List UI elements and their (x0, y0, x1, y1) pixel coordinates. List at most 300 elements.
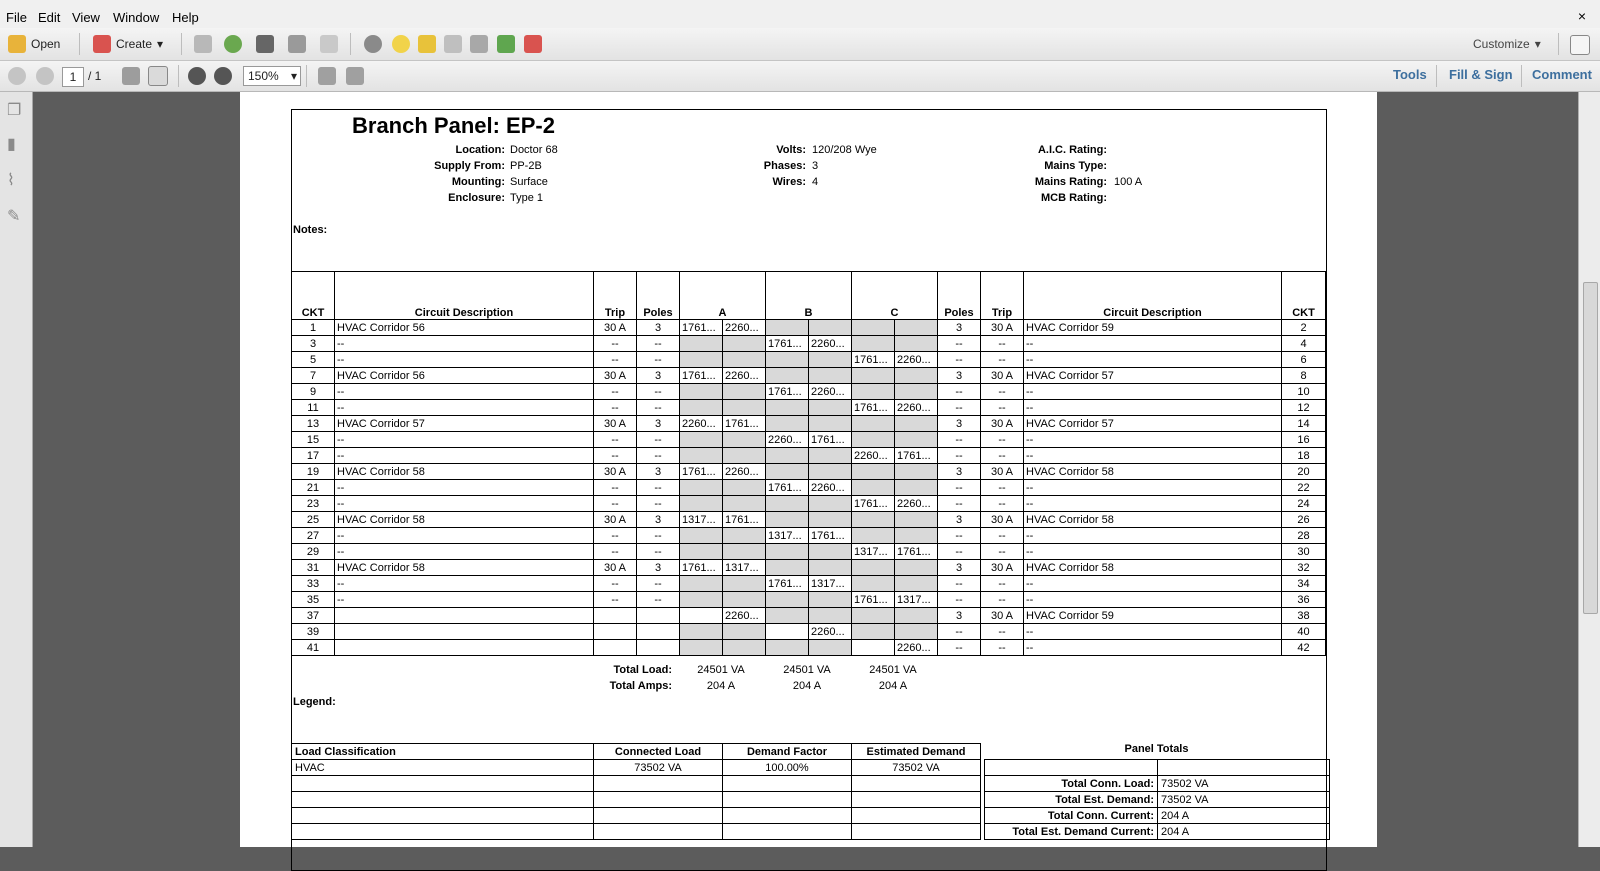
poles-cell: 3 (637, 416, 680, 432)
phase-b-load-cell: 1317... (766, 528, 809, 544)
export-icon[interactable] (497, 35, 515, 53)
customize-button[interactable] (1473, 37, 1541, 51)
trip-cell (594, 624, 637, 640)
expand-icon[interactable] (1570, 35, 1590, 55)
phase-c-load-cell (852, 528, 895, 544)
poles-cell: 3 (938, 416, 981, 432)
print-icon[interactable] (256, 35, 274, 53)
divider (1436, 65, 1437, 87)
phase-c-load-cell (895, 416, 938, 432)
phase-b-load-cell (809, 592, 852, 608)
description-cell: -- (335, 336, 594, 352)
ckt-cell: 26 (1282, 512, 1326, 528)
phase-b-load-cell (809, 352, 852, 368)
trip-cell: -- (981, 480, 1024, 496)
phase-b-load-cell (809, 416, 852, 432)
estimated-demand-header: Estimated Demand (852, 744, 981, 760)
phase-a-load-cell (680, 496, 723, 512)
trip-cell: -- (981, 640, 1024, 656)
phase-a-load-cell: 1761... (680, 320, 723, 336)
edit-icon[interactable] (288, 35, 306, 53)
divider (350, 33, 351, 55)
phase-c-header: C (852, 272, 938, 320)
trip-cell: -- (594, 544, 637, 560)
phase-a-load-cell: 2260... (723, 320, 766, 336)
phase-c-load-cell (852, 464, 895, 480)
phase-b-load-cell (766, 448, 809, 464)
total-est-demand-label: Total Est. Demand: (985, 792, 1158, 808)
divider (79, 33, 80, 55)
pages-icon[interactable]: ❐ (7, 102, 22, 119)
ckt-cell: 18 (1282, 448, 1326, 464)
panel-totals-table (984, 759, 1330, 840)
phase-b-load-cell (809, 496, 852, 512)
highlight-icon[interactable] (418, 35, 436, 53)
table-row (292, 320, 1326, 336)
trip-cell: -- (981, 400, 1024, 416)
enclosure-label: Enclosure: (448, 192, 505, 204)
email-icon[interactable] (320, 35, 338, 53)
location-label: Location: (455, 144, 505, 156)
trip-cell (594, 608, 637, 624)
poles-cell: -- (637, 480, 680, 496)
comment-icon[interactable] (392, 35, 410, 53)
description-cell: HVAC Corridor 58 (335, 560, 594, 576)
trip-cell: 30 A (594, 368, 637, 384)
mounting-label: Mounting: (451, 176, 505, 188)
menu-view[interactable]: View (72, 10, 100, 25)
table-row (292, 824, 981, 840)
divider (1521, 65, 1522, 87)
trip-cell: -- (594, 448, 637, 464)
phase-b-load-cell (766, 368, 809, 384)
hand-tool-icon[interactable] (148, 66, 168, 86)
divider (1558, 33, 1559, 55)
poles-cell: -- (938, 400, 981, 416)
description-cell: -- (335, 432, 594, 448)
table-row (292, 432, 1326, 448)
trip-cell: -- (594, 432, 637, 448)
chevron-down-icon: ▾ (157, 37, 164, 51)
wires-label: Wires: (772, 176, 806, 188)
compare-icon[interactable] (470, 35, 488, 53)
description-cell: -- (1024, 576, 1282, 592)
poles-cell: 3 (637, 512, 680, 528)
phase-b-load-cell (766, 544, 809, 560)
estimated-demand-cell: 73502 VA (852, 760, 981, 776)
zoom-value: 150% (248, 69, 279, 83)
description-cell: -- (335, 592, 594, 608)
select-tool-icon[interactable] (122, 67, 140, 85)
fit-page-icon[interactable] (318, 67, 336, 85)
poles-cell: -- (938, 448, 981, 464)
phase-a-load-cell (723, 336, 766, 352)
gear-icon[interactable] (364, 35, 382, 53)
phase-a-load-cell (680, 608, 723, 624)
fit-width-icon[interactable] (346, 67, 364, 85)
zoom-select[interactable] (243, 66, 301, 86)
phase-c-load-cell: 1317... (852, 544, 895, 560)
phase-c-load-cell (852, 384, 895, 400)
phase-a-load-cell: 1761... (680, 368, 723, 384)
phase-a-load-cell (680, 352, 723, 368)
phase-a-load-cell (680, 400, 723, 416)
phase-c-load-cell: 1761... (895, 448, 938, 464)
table-row (292, 760, 981, 776)
ckt-cell: 5 (292, 352, 335, 368)
phase-c-load-cell: 1317... (895, 592, 938, 608)
table-row (292, 480, 1326, 496)
phase-a-load-cell (723, 640, 766, 656)
wires-value: 4 (812, 176, 819, 188)
description-cell: HVAC Corridor 57 (335, 416, 594, 432)
trip-cell: -- (981, 336, 1024, 352)
tools-link[interactable]: Tools (1393, 67, 1427, 82)
phase-b-load-cell: 2260... (766, 432, 809, 448)
phase-c-load-cell: 1761... (852, 592, 895, 608)
phase-a-load-cell: 2260... (723, 368, 766, 384)
table-row (985, 776, 1330, 792)
description-cell: -- (1024, 624, 1282, 640)
total-amps-c: 204 A (878, 680, 908, 692)
ckt-cell: 31 (292, 560, 335, 576)
phase-c-load-cell (895, 320, 938, 336)
poles-cell: 3 (637, 320, 680, 336)
zoom-out-icon[interactable] (188, 67, 206, 85)
phase-b-load-cell: 2260... (809, 336, 852, 352)
total-load-b: 24501 VA (783, 664, 831, 676)
phase-b-load-cell (809, 448, 852, 464)
volts-label: Volts: (776, 144, 806, 156)
next-page-icon[interactable] (36, 67, 54, 85)
phase-a-load-cell (680, 384, 723, 400)
supply-label: Supply From: (434, 160, 505, 172)
phase-a-load-cell (723, 432, 766, 448)
circuit-table (291, 271, 1326, 656)
poles-header: Poles (938, 272, 981, 320)
total-est-demand-value: 73502 VA (1158, 792, 1330, 808)
description-cell: HVAC Corridor 56 (335, 320, 594, 336)
phase-a-load-cell (723, 592, 766, 608)
poles-cell: -- (637, 544, 680, 560)
trip-cell: -- (981, 432, 1024, 448)
description-cell: HVAC Corridor 57 (1024, 368, 1282, 384)
phase-b-load-cell (809, 560, 852, 576)
poles-cell: 3 (938, 320, 981, 336)
divider (306, 65, 307, 87)
signature-icon[interactable]: ✎ (7, 208, 21, 225)
ckt-cell: 37 (292, 608, 335, 624)
trip-cell: -- (981, 384, 1024, 400)
ckt-cell: 21 (292, 480, 335, 496)
phase-b-load-cell (809, 512, 852, 528)
ckt-cell: 22 (1282, 480, 1326, 496)
phases-value: 3 (812, 160, 819, 172)
ckt-header: CKT (1282, 272, 1326, 320)
table-row (985, 792, 1330, 808)
phase-b-load-cell (766, 512, 809, 528)
poles-cell: -- (938, 544, 981, 560)
phase-a-load-cell: 1317... (723, 560, 766, 576)
phase-c-load-cell (895, 368, 938, 384)
divider (178, 65, 179, 87)
phase-b-load-cell (766, 608, 809, 624)
create-button[interactable] (93, 35, 163, 53)
description-cell: -- (1024, 336, 1282, 352)
trip-cell: 30 A (594, 464, 637, 480)
phase-c-load-cell (895, 560, 938, 576)
ckt-cell: 11 (292, 400, 335, 416)
poles-cell (637, 624, 680, 640)
ckt-cell: 2 (1282, 320, 1326, 336)
phase-b-load-cell (809, 608, 852, 624)
phase-a-load-cell: 1761... (680, 464, 723, 480)
total-conn-load-label: Total Conn. Load: (985, 776, 1158, 792)
phase-b-load-cell: 1761... (766, 576, 809, 592)
phase-a-header: A (680, 272, 766, 320)
table-row (985, 824, 1330, 840)
phase-a-load-cell (680, 432, 723, 448)
table-row (292, 368, 1326, 384)
phase-c-load-cell: 1761... (852, 352, 895, 368)
demand-factor-cell: 100.00% (723, 760, 852, 776)
description-cell (335, 624, 594, 640)
phase-c-load-cell: 1761... (852, 496, 895, 512)
ckt-cell: 1 (292, 320, 335, 336)
poles-cell: -- (637, 400, 680, 416)
poles-cell: -- (637, 352, 680, 368)
folder-icon (8, 35, 26, 53)
phase-b-load-cell (809, 368, 852, 384)
scrollbar-thumb[interactable] (1583, 282, 1598, 614)
ckt-cell: 12 (1282, 400, 1326, 416)
description-cell: -- (1024, 400, 1282, 416)
poles-cell (637, 640, 680, 656)
trip-cell: -- (594, 480, 637, 496)
description-cell: HVAC Corridor 58 (335, 464, 594, 480)
previous-page-icon[interactable] (8, 67, 26, 85)
main-toolbar (0, 28, 1600, 61)
description-cell: HVAC Corridor 58 (1024, 464, 1282, 480)
description-cell: -- (335, 448, 594, 464)
poles-cell: -- (637, 576, 680, 592)
table-row (985, 808, 1330, 824)
ckt-cell: 15 (292, 432, 335, 448)
ckt-cell: 25 (292, 512, 335, 528)
trip-cell: -- (594, 400, 637, 416)
phase-a-load-cell (680, 624, 723, 640)
page-number-input[interactable]: 1 (62, 67, 84, 87)
poles-cell: 3 (637, 368, 680, 384)
phase-b-load-cell: 1761... (766, 336, 809, 352)
poles-cell: -- (938, 384, 981, 400)
load-class-cell: HVAC (292, 760, 594, 776)
phase-b-load-cell (766, 416, 809, 432)
phase-b-load-cell (766, 560, 809, 576)
phase-a-load-cell (680, 592, 723, 608)
mains-rating-value: 100 A (1114, 176, 1143, 188)
poles-cell: -- (938, 480, 981, 496)
ckt-cell: 30 (1282, 544, 1326, 560)
phase-b-load-cell (766, 592, 809, 608)
phase-a-load-cell (723, 496, 766, 512)
trip-cell: -- (981, 352, 1024, 368)
total-load-c: 24501 VA (869, 664, 917, 676)
total-est-demand-current-value: 204 A (1158, 824, 1330, 840)
sign-icon[interactable] (524, 35, 542, 53)
description-cell: -- (1024, 592, 1282, 608)
divider (181, 33, 182, 55)
comment-link[interactable]: Comment (1532, 67, 1592, 82)
bookmark-icon[interactable]: ▮ (7, 136, 16, 153)
trip-cell: 30 A (981, 560, 1024, 576)
phase-c-load-cell (852, 480, 895, 496)
description-cell: -- (1024, 544, 1282, 560)
description-cell: -- (1024, 528, 1282, 544)
phase-b-load-cell (809, 320, 852, 336)
phase-b-load-cell: 1317... (809, 576, 852, 592)
table-row (292, 336, 1326, 352)
description-cell: HVAC Corridor 57 (1024, 416, 1282, 432)
phase-c-load-cell (895, 576, 938, 592)
upload-cloud-icon[interactable] (224, 35, 242, 53)
phase-c-load-cell (895, 528, 938, 544)
phase-b-load-cell: 1761... (809, 432, 852, 448)
menu-window[interactable]: Window (113, 10, 160, 25)
close-document-button[interactable]: × (1577, 8, 1586, 24)
phase-b-header: B (766, 272, 852, 320)
phase-c-load-cell: 2260... (895, 496, 938, 512)
table-header-row (292, 272, 1326, 320)
open-button[interactable] (8, 35, 60, 53)
trip-cell: -- (594, 496, 637, 512)
table-row (985, 760, 1330, 776)
phase-a-load-cell (680, 544, 723, 560)
poles-cell: 3 (938, 512, 981, 528)
description-cell: HVAC Corridor 56 (335, 368, 594, 384)
attachment-icon[interactable]: ⌇ (7, 172, 15, 189)
description-cell: -- (335, 352, 594, 368)
ckt-cell: 10 (1282, 384, 1326, 400)
table-row (292, 576, 1326, 592)
phase-b-load-cell (766, 624, 809, 640)
ckt-cell: 24 (1282, 496, 1326, 512)
phase-a-load-cell: 2260... (723, 464, 766, 480)
phase-a-load-cell (680, 640, 723, 656)
phase-b-load-cell: 2260... (809, 624, 852, 640)
poles-cell: -- (938, 352, 981, 368)
table-row (292, 792, 981, 808)
phase-a-load-cell: 1317... (680, 512, 723, 528)
description-cell: HVAC Corridor 58 (1024, 560, 1282, 576)
ckt-cell: 9 (292, 384, 335, 400)
phases-label: Phases: (763, 160, 806, 172)
trip-cell: 30 A (981, 608, 1024, 624)
phase-c-load-cell: 2260... (895, 352, 938, 368)
zoom-in-icon[interactable] (214, 67, 232, 85)
panel-title: Branch Panel: EP-2 (352, 113, 555, 138)
phase-c-load-cell (895, 336, 938, 352)
save-icon[interactable] (194, 35, 212, 53)
table-row (292, 640, 1326, 656)
total-load-a: 24501 VA (697, 664, 745, 676)
phase-c-load-cell (852, 320, 895, 336)
menu-help[interactable]: Help (172, 10, 199, 25)
fill-sign-link[interactable]: Fill & Sign (1449, 67, 1513, 82)
phase-b-load-cell (766, 464, 809, 480)
ckt-cell: 16 (1282, 432, 1326, 448)
legend-label: Legend: (293, 696, 336, 708)
ckt-cell: 35 (292, 592, 335, 608)
table-row (292, 544, 1326, 560)
location-value: Doctor 68 (510, 144, 558, 156)
aic-label: A.I.C. Rating: (1037, 144, 1107, 156)
trip-cell: 30 A (594, 560, 637, 576)
trip-cell: -- (981, 496, 1024, 512)
trip-cell: -- (981, 624, 1024, 640)
phase-c-load-cell (852, 416, 895, 432)
table-row (292, 416, 1326, 432)
table-row (292, 592, 1326, 608)
menu-file[interactable]: File (6, 10, 27, 25)
phase-b-load-cell (766, 496, 809, 512)
description-cell: -- (335, 384, 594, 400)
mains-rating-label: Mains Rating: (1034, 176, 1107, 188)
phase-c-load-cell (852, 336, 895, 352)
description-cell: HVAC Corridor 58 (335, 512, 594, 528)
trip-cell: -- (981, 592, 1024, 608)
navigation-toolbar (0, 61, 1600, 92)
phase-c-load-cell (852, 512, 895, 528)
chevron-down-icon: ▾ (290, 69, 297, 83)
phase-a-load-cell (680, 480, 723, 496)
stamp-icon[interactable] (444, 35, 462, 53)
mains-type-label: Mains Type: (1044, 160, 1107, 172)
poles-cell: -- (637, 384, 680, 400)
phase-b-load-cell: 2260... (809, 384, 852, 400)
ckt-cell: 14 (1282, 416, 1326, 432)
description-cell: -- (1024, 496, 1282, 512)
vertical-scrollbar[interactable] (1578, 92, 1600, 847)
connected-load-cell: 73502 VA (594, 760, 723, 776)
poles-cell: 3 (938, 464, 981, 480)
menu-edit[interactable]: Edit (38, 10, 61, 25)
trip-cell: 30 A (594, 320, 637, 336)
phase-b-load-cell (809, 400, 852, 416)
trip-cell: -- (594, 336, 637, 352)
phase-c-load-cell (895, 432, 938, 448)
table-header-row (292, 744, 981, 760)
phase-a-load-cell (680, 336, 723, 352)
poles-cell: -- (938, 336, 981, 352)
ckt-cell: 6 (1282, 352, 1326, 368)
phase-c-load-cell: 2260... (895, 400, 938, 416)
table-row (292, 776, 981, 792)
phase-a-load-cell (680, 528, 723, 544)
phase-c-load-cell (895, 480, 938, 496)
total-est-demand-current-label: Total Est. Demand Current: (985, 824, 1158, 840)
mounting-value: Surface (510, 176, 548, 188)
poles-cell: -- (637, 528, 680, 544)
description-cell: HVAC Corridor 58 (1024, 512, 1282, 528)
ckt-cell: 8 (1282, 368, 1326, 384)
description-cell: -- (1024, 480, 1282, 496)
phase-c-load-cell (895, 464, 938, 480)
phase-c-load-cell (852, 576, 895, 592)
ckt-cell: 42 (1282, 640, 1326, 656)
phase-c-load-cell (852, 560, 895, 576)
trip-header: Trip (981, 272, 1024, 320)
